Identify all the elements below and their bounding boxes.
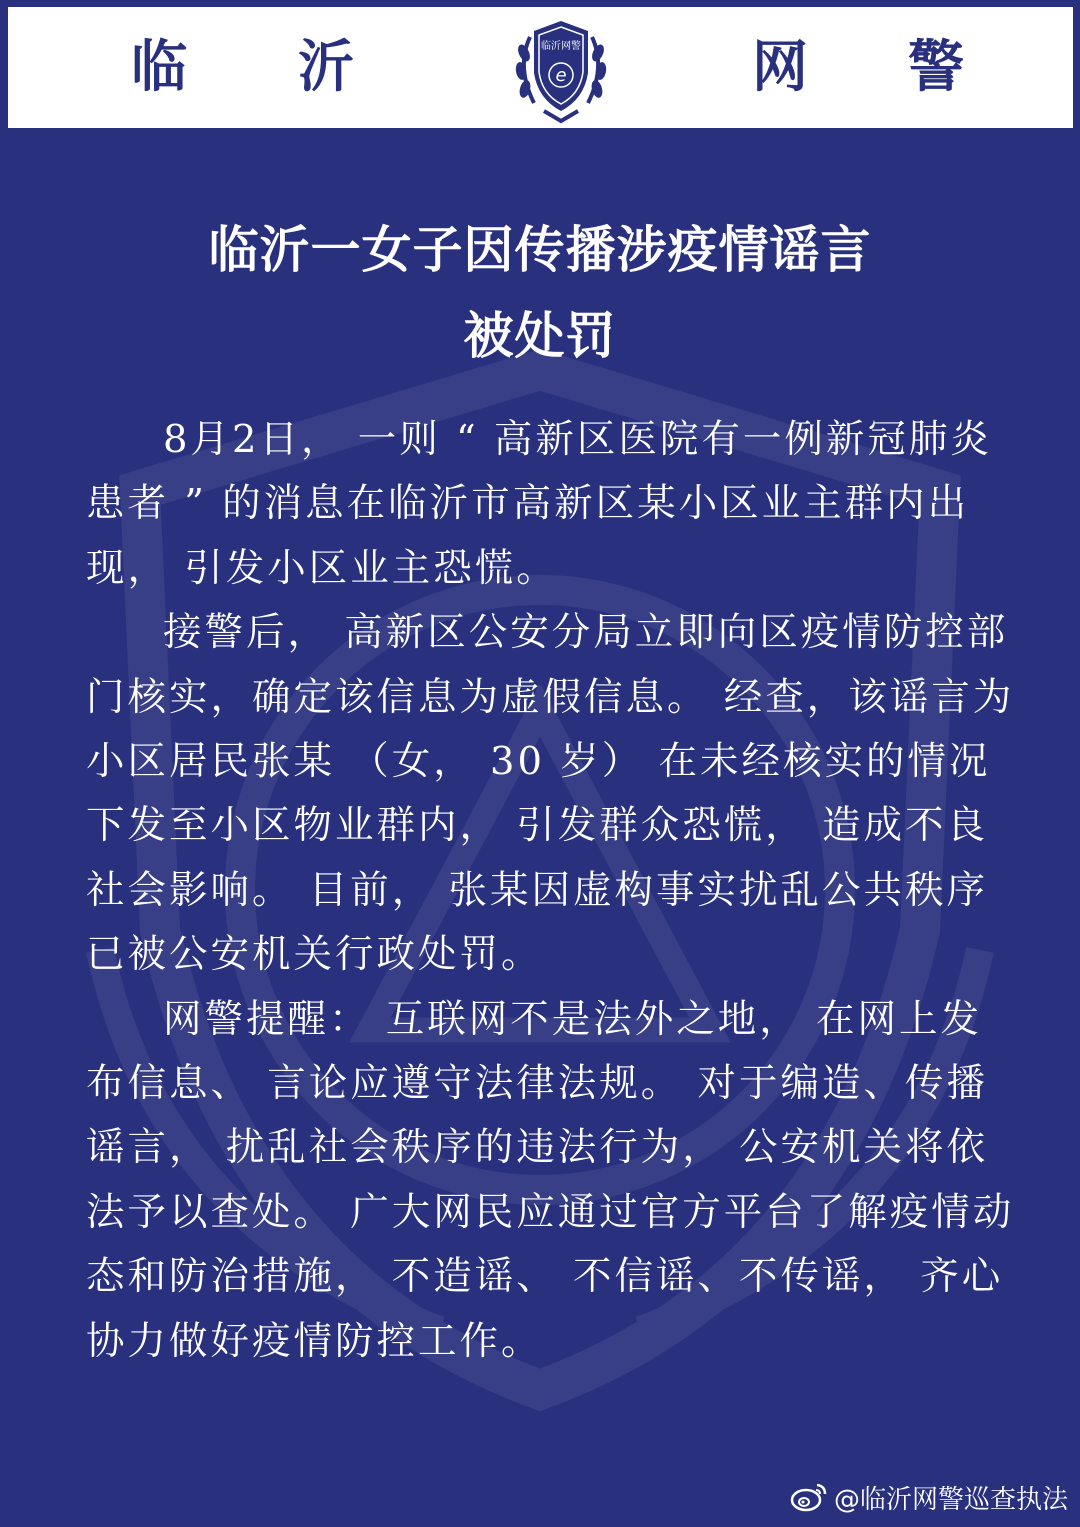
paragraph-reminder: 网警提醒： 互联网不是法外之地， 在网上发布信息、 言论应遵守法律法规。 对于编造、传播谣言， 扰乱社会秩序的违法行为， 公安机关将依法予以查处。 广大网民应通过官方平台了解疫情动态和防治措施， 不造谣、 不信谣、不传谣， 齐心协力做好疫情防控工作。 [86,996,1015,1364]
header-word-lin: 临 [131,34,187,100]
weibo-icon [790,1481,828,1513]
police-badge-icon [508,7,614,128]
header-word-wang: 网 [752,34,808,100]
article-body [86,408,1016,1374]
page-title-line1: 临沂一女子因传播涉疫情谣言 [208,220,872,279]
header-word-jing: 警 [908,34,964,100]
footer-handle: @临沂网警巡查执法 [833,1484,1068,1515]
paragraph-investigation: 接警后， 高新区公安分局立即向区疫情防控部门核实，确定该信息为虚假信息。 经查，该谣言为小区居民张某 （女， 30 岁） 在未经核实的情况下发至小区物业群内， 引发群众恐慌， 造成不良社会影响。 目前， 张某因虚构事实扰乱公共秩序已被公安机关行政处罚。 [86,610,1015,978]
paragraph-incident: 8月2日， 一则 “ 高新区医院有一例新冠肺炎患者 ” 的消息在临沂市高新区某小区业主群内出现， 引发小区业主恐慌。 [86,417,992,591]
badge-text: 临沂网警 [541,41,581,52]
footer-watermark [790,1479,1068,1515]
page-title-line2: 被处罚 [463,306,617,365]
header-word-yi: 沂 [298,34,354,100]
badge-letter: e [555,65,567,86]
header-band [8,7,1073,128]
